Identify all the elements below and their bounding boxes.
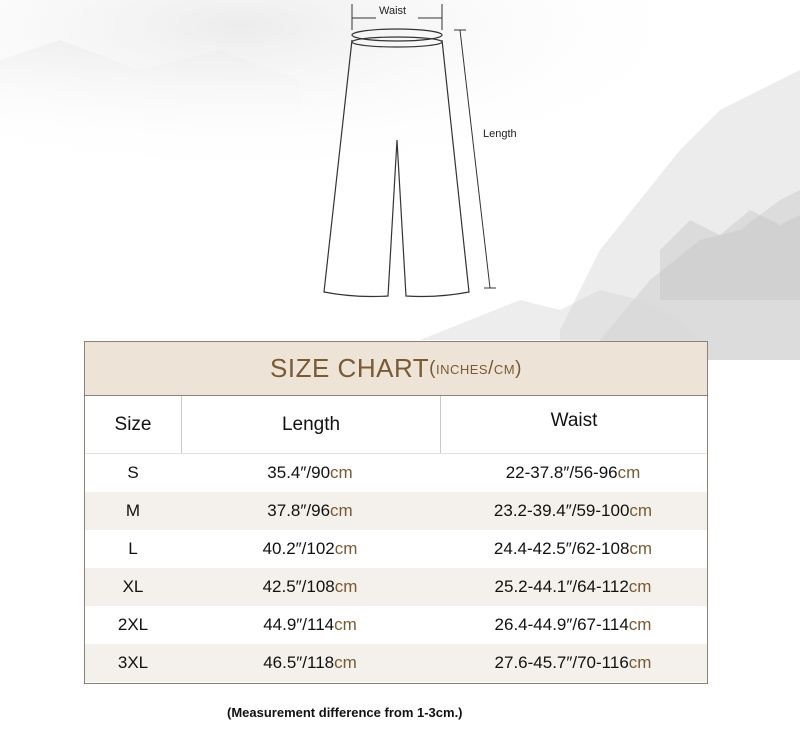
table-row <box>85 644 707 682</box>
length-label: Length <box>483 128 517 140</box>
length-cell: 44.9″/114 cm <box>263 615 357 634</box>
size-chart-table <box>84 341 708 684</box>
table-row <box>85 454 707 492</box>
waist-cell: 24.4-42.5″/62-108 cm <box>493 539 653 558</box>
size-cell: S <box>127 463 139 482</box>
pants-diagram <box>300 0 540 300</box>
waist-cell: 27.6-45.7″/70-116 cm <box>494 653 652 672</box>
measurement-note: (Measurement difference from 1-3cm.) <box>227 705 463 720</box>
waist-cell: 23.2-39.4″/59-100 cm <box>493 501 653 520</box>
table-row <box>85 568 707 606</box>
length-cell: 35.4″/90 cm <box>267 463 353 482</box>
size-cell: L <box>128 539 138 558</box>
waist-cell: 26.4-44.9″/67-114 cm <box>494 615 652 634</box>
chart-title-units: (inches/cm) <box>429 357 522 379</box>
length-cell: 40.2″/102 cm <box>262 539 358 558</box>
length-cell: 37.8″/96 cm <box>267 501 353 520</box>
length-cell: 42.5″/108 cm <box>262 577 358 596</box>
waist-cell: 25.2-44.1″/64-112 cm <box>494 577 652 596</box>
table-row <box>85 606 707 644</box>
waist-label: Waist <box>379 5 407 17</box>
table-row <box>85 530 707 568</box>
size-cell: M <box>125 501 141 520</box>
table-row <box>85 492 707 530</box>
header-waist: Waist <box>440 396 707 453</box>
chart-title-main: SIZE CHART <box>270 353 430 383</box>
header-size: Size <box>114 413 152 435</box>
size-cell: 2XL <box>117 615 149 634</box>
chart-title <box>85 342 707 396</box>
waist-cell: 22-37.8″/56-96 cm <box>505 463 641 482</box>
header-row <box>85 396 707 454</box>
length-cell: 46.5″/118 cm <box>263 653 357 672</box>
header-length: Length <box>181 396 440 453</box>
size-cell: XL <box>122 577 144 596</box>
size-cell: 3XL <box>117 653 149 672</box>
